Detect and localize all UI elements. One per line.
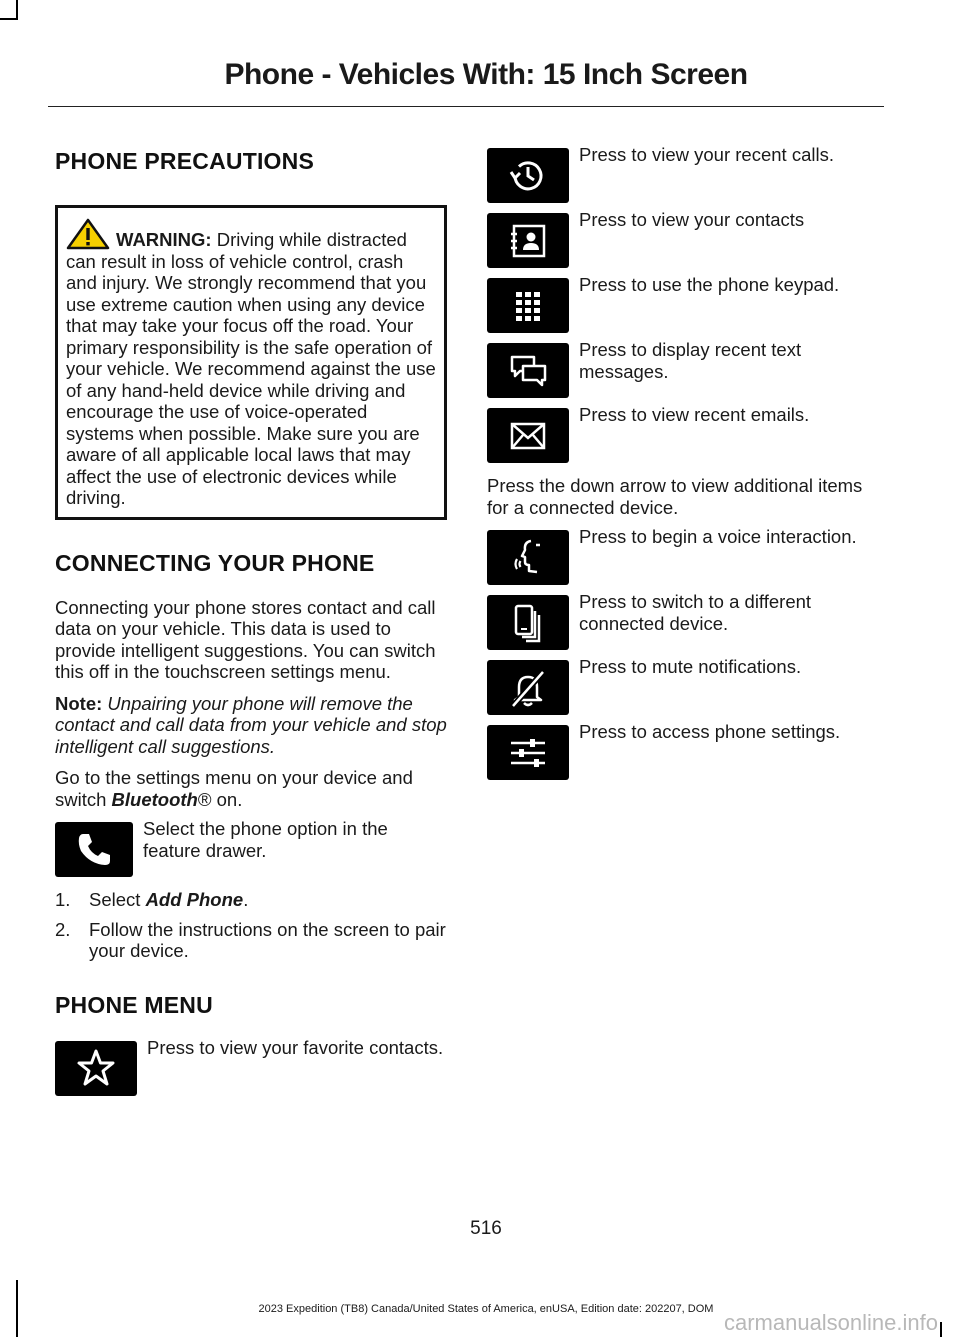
- phone-settings-button[interactable]: [487, 725, 569, 780]
- step-number: 1.: [55, 889, 71, 910]
- bluetooth-label: Bluetooth: [111, 788, 198, 810]
- phone-menu-heading: PHONE MENU: [55, 991, 213, 1018]
- switch-device-text: Press to switch to a different connected device.: [579, 591, 812, 634]
- star-icon: [74, 1046, 118, 1090]
- note-label: Note:: [55, 692, 103, 714]
- page-number: 516: [470, 1218, 502, 1239]
- phone-option-button[interactable]: [55, 822, 133, 877]
- phone-settings-row: [487, 721, 887, 780]
- pairing-steps: [55, 889, 447, 962]
- email-row: [487, 404, 887, 463]
- warning-label: WARNING:: [116, 229, 212, 250]
- text-messages-text: Press to display recent text messages.: [579, 339, 802, 382]
- warning-triangle-icon: [66, 218, 110, 250]
- keypad-text: Press to use the phone keypad.: [579, 274, 840, 295]
- mute-notifications-row: [487, 656, 887, 715]
- switch-device-row: [487, 591, 887, 650]
- crop-mark: [16, 0, 18, 20]
- recent-calls-icon: [506, 154, 550, 198]
- favorites-button[interactable]: [55, 1041, 137, 1096]
- footer-edition-info: 2023 Expedition (TB8) Canada/United States of America, enUSA, Edition date: 202207, DOM: [258, 1303, 714, 1315]
- recent-calls-text: Press to view your recent calls.: [579, 144, 834, 165]
- voice-button[interactable]: [487, 530, 569, 585]
- left-column: [55, 140, 447, 1096]
- watermark: carmanualsonline.info: [723, 1310, 938, 1335]
- text-messages-button[interactable]: [487, 343, 569, 398]
- contacts-row: [487, 209, 887, 268]
- select-phone-text: Select the phone option in the feature drawer.: [143, 818, 388, 861]
- connecting-heading: CONNECTING YOUR PHONE: [55, 549, 375, 576]
- voice-icon: [506, 536, 550, 580]
- mute-notifications-icon: [506, 666, 550, 710]
- recent-calls-button[interactable]: [487, 148, 569, 203]
- email-icon: [506, 414, 550, 458]
- contacts-icon: [506, 219, 550, 263]
- keypad-button[interactable]: [487, 278, 569, 333]
- keypad-icon: [506, 284, 550, 328]
- email-text: Press to view recent emails.: [579, 404, 810, 425]
- step-text: Follow the instructions on the screen to pair your device.: [89, 918, 446, 961]
- keypad-row: [487, 274, 887, 333]
- mute-notifications-text: Press to mute notifications.: [579, 656, 802, 677]
- switch-device-button[interactable]: [487, 595, 569, 650]
- goto-settings-paragraph: [55, 767, 447, 810]
- switch-device-icon: [506, 601, 550, 645]
- text-messages-row: [487, 339, 887, 398]
- step-item: [55, 919, 447, 962]
- warning-box: [55, 205, 447, 520]
- recent-calls-row: [487, 144, 887, 203]
- mute-notifications-button[interactable]: [487, 660, 569, 715]
- text-messages-icon: [506, 349, 550, 393]
- favorites-text: Press to view your favorite contacts.: [147, 1036, 444, 1058]
- note-paragraph: [55, 693, 447, 758]
- phone-precautions-heading: PHONE PRECAUTIONS: [55, 148, 314, 174]
- email-button[interactable]: [487, 408, 569, 463]
- step-number: 2.: [55, 918, 71, 940]
- contacts-button[interactable]: [487, 213, 569, 268]
- goto-suffix: ® on.: [197, 788, 243, 810]
- connecting-intro: Connecting your phone stores contact and call data on your vehicle. This data is used to provide intelligent suggestions. You can switch this off in the touchscreen settings menu.: [55, 596, 436, 682]
- contacts-text: Press to view your contacts: [579, 209, 805, 230]
- note-text: Unpairing your phone will remove the contact and call data from your vehicle and stop intelligent call suggestions.: [55, 692, 447, 757]
- step-item: [55, 889, 447, 911]
- phone-settings-text: Press to access phone settings.: [579, 721, 841, 742]
- select-phone-row: [55, 818, 447, 877]
- crop-mark: [0, 18, 18, 20]
- voice-text: Press to begin a voice interaction.: [579, 526, 857, 547]
- goto-prefix: Go to the settings menu on your device and switch: [55, 767, 413, 810]
- voice-row: [487, 526, 887, 585]
- warning-text: Driving while distracted can result in loss of vehicle control, crash and injury. We strongly recommend that you use extreme caution when using any device that may take your focus off the road. Your primary responsibility is the safe operation of your vehicle. We recommend against the use of any hand-held device while driving and encourage the use of voice-operated systems when possible. Make sure you are aware of all applicable local laws that may affect the use of electronic devices while driving.: [66, 229, 436, 508]
- phone-handset-icon: [72, 828, 116, 872]
- right-column: [487, 140, 887, 780]
- step-text: Select Add Phone.: [89, 889, 249, 910]
- favorites-row: [55, 1036, 447, 1096]
- phone-settings-icon: [506, 731, 550, 775]
- page-title: Phone - Vehicles With: 15 Inch Screen: [224, 58, 748, 91]
- header-divider: [48, 106, 884, 107]
- add-phone-label: Add Phone: [145, 889, 244, 910]
- crop-mark: [940, 1322, 942, 1337]
- down-arrow-text: Press the down arrow to view additional items for a connected device.: [487, 475, 863, 518]
